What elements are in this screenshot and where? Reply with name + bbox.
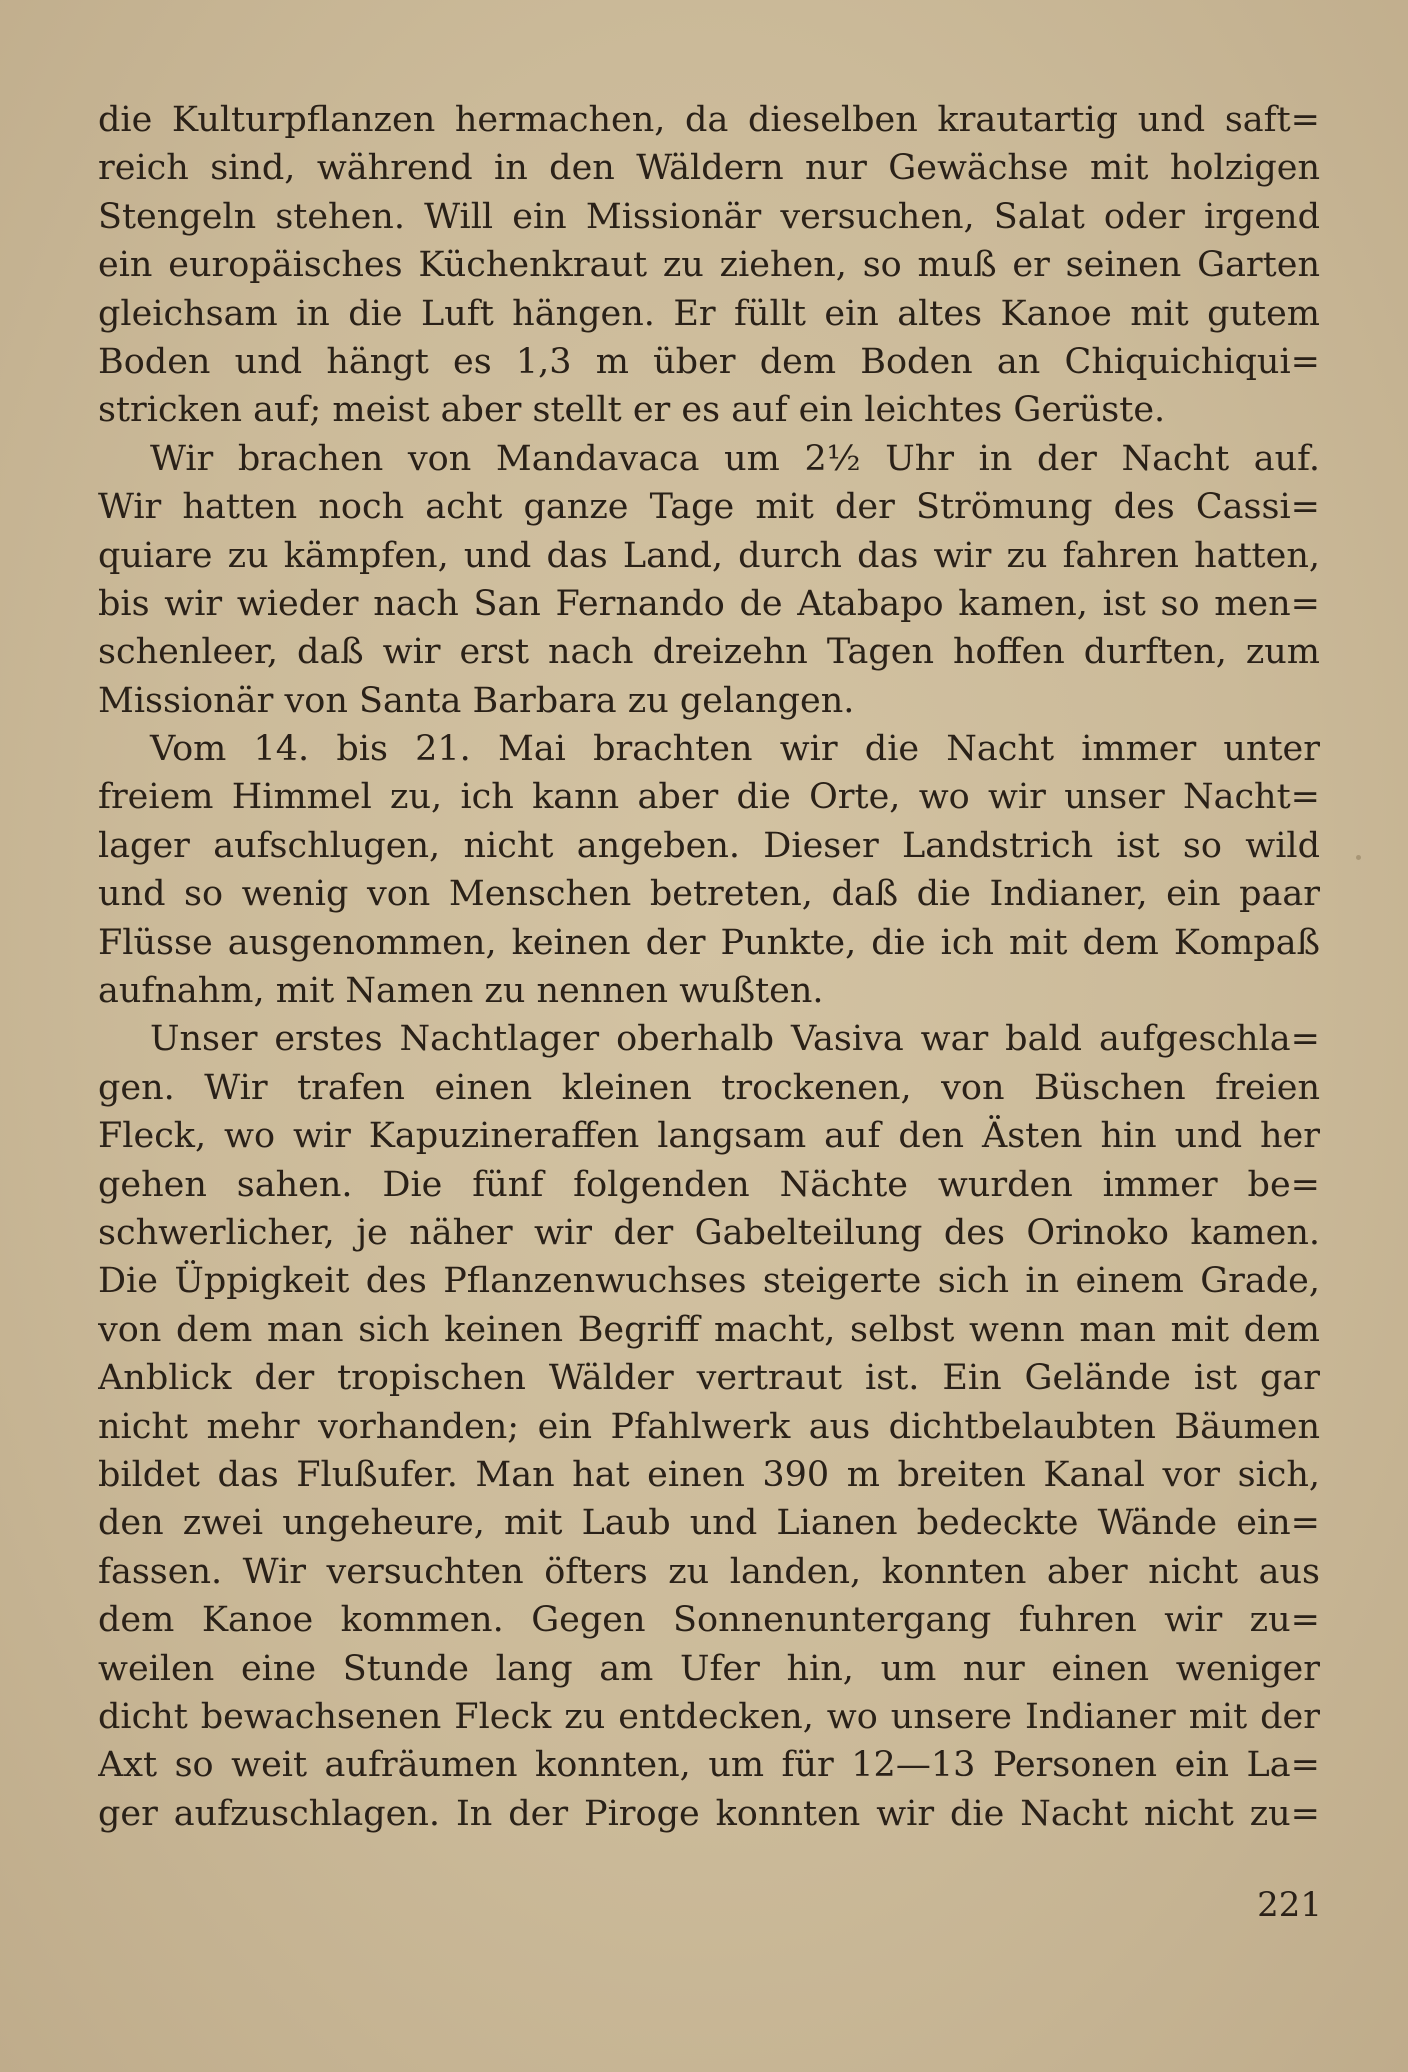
text-line: aufnahm, mit Namen zu nennen wußten. [98,971,824,1012]
text-line: schenleer, daß wir erst nach dreizehn Tagen hoffen durften, zum [98,632,1320,673]
text-line: lager aufschlugen, nicht angeben. Dieser Landstrich ist so wild [98,825,1320,866]
paragraph [98,435,1320,725]
text-line: ger aufzuschlagen. In der Piroge konnten wir die Nacht nicht zu= [98,1793,1320,1834]
text-line: den zwei ungeheure, mit Laub und Lianen bedeckte Wände ein= [98,1503,1320,1544]
text-line: fassen. Wir versuchten öfters zu landen, konnten aber nicht aus [98,1551,1320,1592]
text-line: Wir hatten noch acht ganze Tage mit der Strömung des Cassi= [98,487,1320,528]
text-line: weilen eine Stunde lang am Ufer hin, um nur einen weniger [98,1648,1320,1689]
text-line: von dem man sich keinen Begriff macht, selbst wenn man mit dem [98,1309,1320,1350]
text-line: ein europäisches Küchenkraut zu ziehen, so muß er seinen Garten [98,245,1320,286]
text-line: Unser erstes Nachtlager oberhalb Vasiva war bald aufgeschla= [150,1019,1320,1060]
paragraph [98,725,1320,1015]
text-line: Wir brachen von Mandavaca um 2½ Uhr in der Nacht auf. [150,438,1320,479]
text-line: Fleck, wo wir Kapuzineraffen langsam auf den Ästen hin und her [98,1116,1320,1157]
text-line: quiare zu kämpfen, und das Land, durch das wir zu fahren hatten, [98,535,1320,576]
paragraph [98,1015,1320,1838]
text-line: dem Kanoe kommen. Gegen Sonnenuntergang fuhren wir zu= [98,1600,1320,1641]
text-line: dicht bewachsenen Fleck zu entdecken, wo unsere Indianer mit der [98,1696,1320,1737]
text-line: Missionär von Santa Barbara zu gelangen. [98,680,855,721]
text-line: Flüsse ausgenommen, keinen der Punkte, die ich mit dem Kompaß [98,922,1320,963]
text-line: freiem Himmel zu, ich kann aber die Orte, wo wir unser Nacht= [98,777,1320,818]
text-line: gehen sahen. Die fünf folgenden Nächte wurden immer be= [98,1164,1320,1205]
text-line: schwerlicher, je näher wir der Gabelteilung des Orinoko kamen. [98,1212,1320,1253]
text-line: Anblick der tropischen Wälder vertraut ist. Ein Gelände ist gar [98,1358,1320,1399]
page-number: 221 [1257,1885,1322,1925]
paragraph [98,96,1320,435]
text-line: Vom 14. bis 21. Mai brachten wir die Nacht immer unter [150,729,1320,770]
text-line: nicht mehr vorhanden; ein Pfahlwerk aus dichtbelaubten Bäumen [98,1406,1320,1447]
text-line: gen. Wir trafen einen kleinen trockenen, von Büschen freien [98,1067,1320,1108]
text-line: Axt so weit aufräumen konnten, um für 12—13 Personen ein La= [98,1745,1320,1786]
text-line: Stengeln stehen. Will ein Missionär versuchen, Salat oder irgend [98,196,1320,237]
text-line: bildet das Flußufer. Man hat einen 390 m breiten Kanal vor sich, [98,1454,1320,1495]
text-line: bis wir wieder nach San Fernando de Atabapo kamen, ist so men= [98,583,1320,624]
text-line: gleichsam in die Luft hängen. Er füllt ein altes Kanoe mit gutem [98,293,1320,334]
body-text [98,96,1320,1838]
text-line: Boden und hängt es 1,3 m über dem Boden an Chiquichiqui= [98,341,1320,382]
text-line: stricken auf; meist aber stellt er es auf ein leichtes Gerüste. [98,390,1166,431]
paper-speck [1356,855,1361,860]
text-line: die Kulturpflanzen hermachen, da dieselben krautartig und saft= [98,100,1320,140]
text-line: Die Üppigkeit des Pflanzenwuchses steigerte sich in einem Grade, [98,1261,1320,1302]
text-line: und so wenig von Menschen betreten, daß die Indianer, ein paar [98,874,1320,915]
text-line: reich sind, während in den Wäldern nur Gewächse mit holzigen [98,148,1320,189]
